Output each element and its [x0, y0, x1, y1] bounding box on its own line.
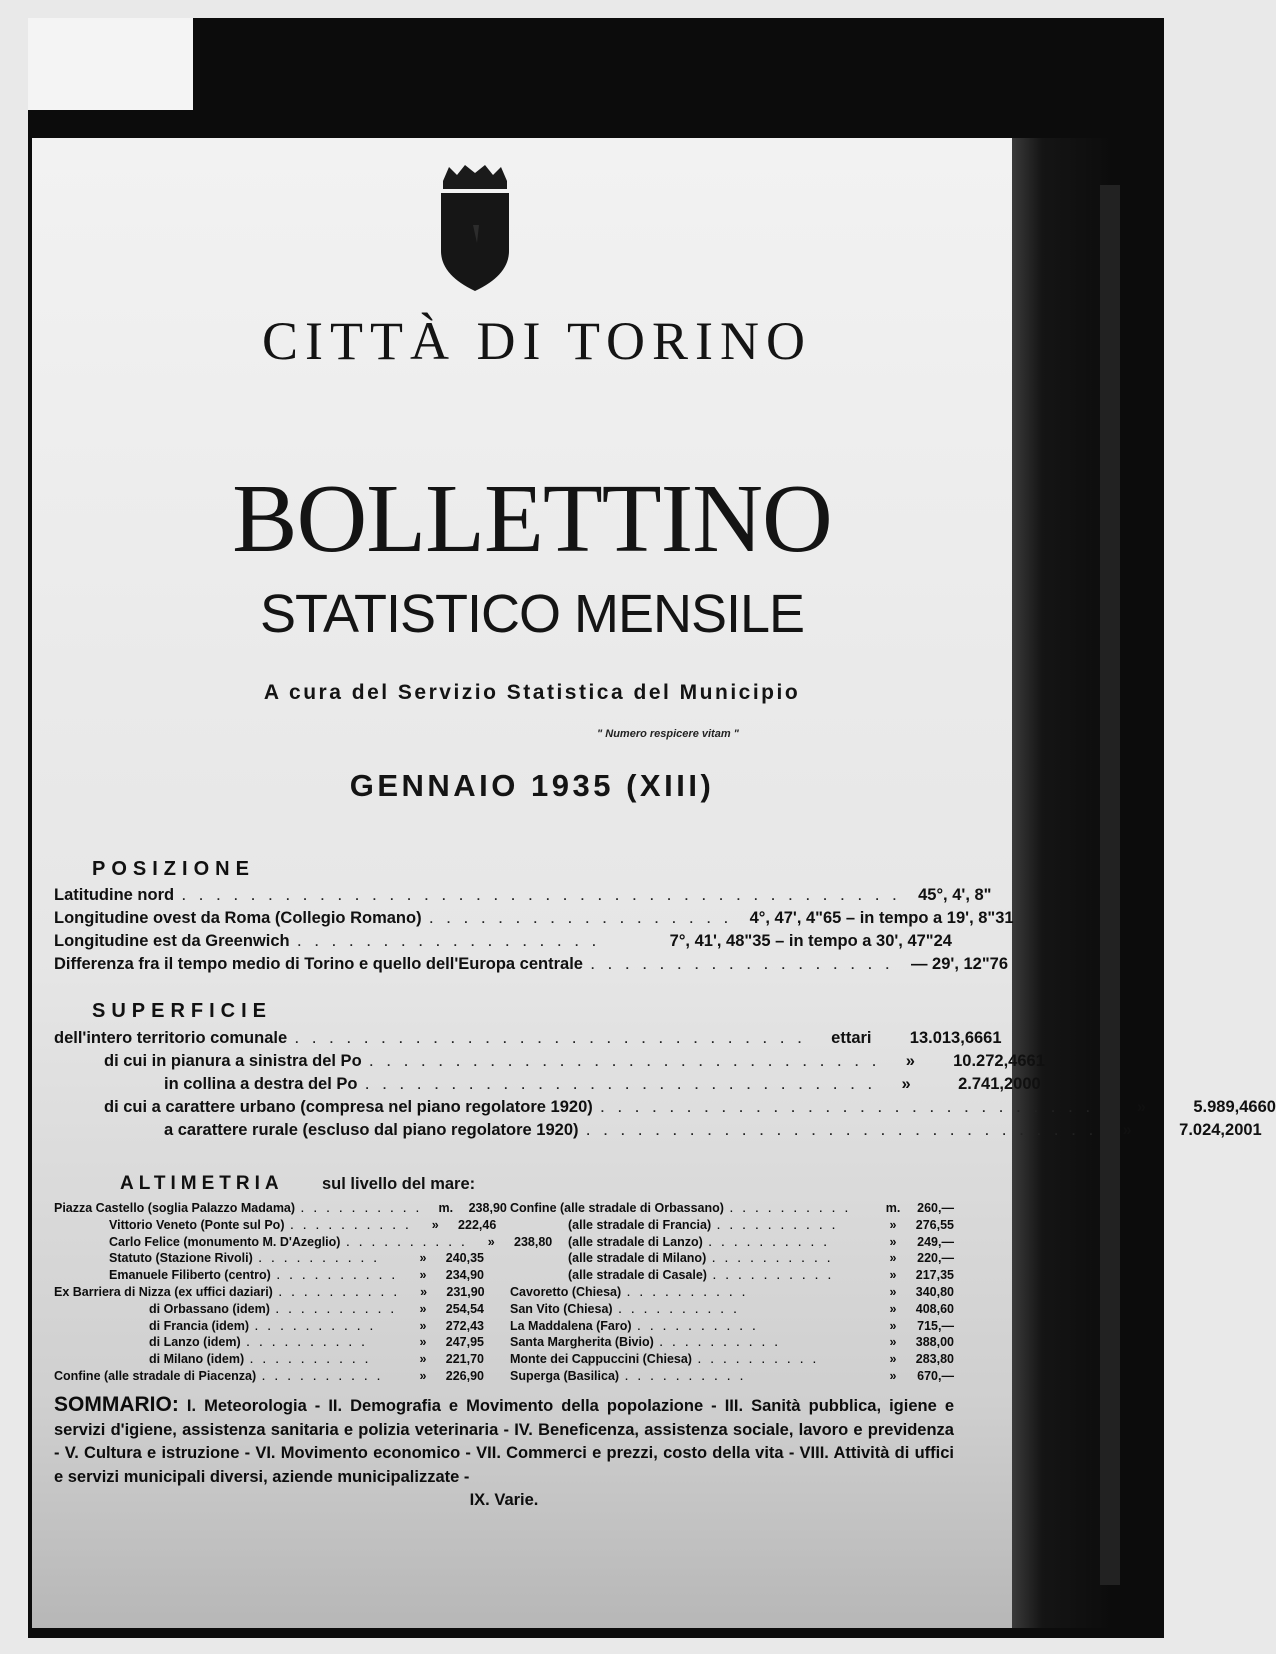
altimetria-label: di Lanzo (idem): [149, 1335, 241, 1350]
posizione-value: — 29', 12"76: [910, 955, 1009, 973]
issue-date: GENNAIO 1935 (XIII): [349, 768, 715, 803]
superficie-unit: »: [905, 1052, 915, 1070]
altimetria-label: Confine (alle stradale di Orbassano): [510, 1201, 724, 1215]
altimetria-value: 715,—: [917, 1318, 954, 1333]
superficie-value: 10.272,4661: [953, 1052, 1045, 1070]
altimetria-unit: »: [889, 1301, 897, 1316]
document-page: [32, 138, 1276, 1628]
altimetria-label: Vittorio Veneto (Ponte sul Po): [109, 1217, 285, 1232]
altimetria-unit: »: [889, 1234, 897, 1249]
altimetria-label: Confine (alle stradale di Piacenza): [54, 1368, 257, 1383]
superficie-label: in collina a destra del Po: [164, 1075, 358, 1093]
superficie-row: dell'intero territorio comunale .............................. ettari 13.013,6661: [54, 1029, 1002, 1047]
altimetria-value: 238,90: [468, 1201, 507, 1215]
altimetria-value: 272,43: [445, 1318, 484, 1333]
altimetria-label: Statuto (Stazione Rivoli): [109, 1251, 253, 1266]
superficie-label: dell'intero territorio comunale: [54, 1029, 288, 1047]
altimetria-unit: »: [889, 1217, 897, 1232]
altimetria-row: di Francia (idem) .......... » 272,43: [149, 1318, 484, 1333]
altimetria-unit: »: [419, 1352, 427, 1367]
altimetria-right-column: [510, 1201, 954, 1386]
superficie-heading: SUPERFICIE: [92, 1000, 273, 1022]
superficie-row: di cui a carattere urbano (compresa nel piano regolatore 1920) .............................. » 5.989,4660: [104, 1098, 1276, 1116]
superficie-value: 13.013,6661: [909, 1029, 1002, 1047]
altimetria-value: 388,00: [915, 1335, 954, 1350]
altimetria-value: 670,—: [917, 1368, 954, 1383]
scan-corner-patch: [28, 18, 193, 110]
posizione-row: Longitudine est da Greenwich .................. 7°, 41', 48"35 – in tempo a 30', 47"24: [54, 932, 952, 950]
superficie-row: a carattere rurale (escluso dal piano regolatore 1920) .............................. » 7.024,2001: [164, 1121, 1262, 1139]
altimetria-unit: »: [889, 1284, 897, 1299]
altimetria-label: Cavoretto (Chiesa): [510, 1284, 622, 1299]
posizione-heading: POSIZIONE: [92, 858, 255, 880]
sommario-block: [54, 1393, 954, 1513]
superficie-label: a carattere rurale (escluso dal piano regolatore 1920): [164, 1121, 579, 1139]
altimetria-value: 254,54: [445, 1301, 484, 1316]
altimetria-unit: »: [889, 1335, 897, 1350]
altimetria-row: di Milano (idem) .......... » 221,70: [149, 1352, 484, 1367]
altimetria-left-column: [54, 1201, 553, 1386]
altimetria-unit: »: [889, 1268, 897, 1283]
altimetria-value: 238,80: [514, 1234, 553, 1249]
altimetria-row: La Maddalena (Faro) .......... » 715,—: [510, 1318, 954, 1333]
altimetria-unit: »: [419, 1335, 427, 1350]
altimetria-value: 249,—: [917, 1234, 954, 1249]
altimetria-label: Monte dei Cappuccini (Chiesa): [510, 1352, 692, 1367]
superficie-value: 7.024,2001: [1179, 1121, 1262, 1139]
superficie-row: in collina a destra del Po .............................. » 2.741,2000: [164, 1075, 1041, 1093]
superficie-row: di cui in pianura a sinistra del Po .............................. » 10.272,4661: [104, 1052, 1045, 1070]
altimetria-unit: »: [420, 1284, 428, 1299]
superficie-unit: »: [901, 1075, 911, 1093]
altimetria-value: 222,46: [458, 1217, 497, 1232]
altimetria-row: Monte dei Cappuccini (Chiesa) .......... » 283,80: [510, 1352, 954, 1367]
altimetria-value: 234,90: [445, 1268, 484, 1283]
altimetria-label: (alle stradale di Francia): [568, 1217, 712, 1232]
bulletin-title: BOLLETTINO: [232, 465, 832, 573]
posizione-value: 7°, 41', 48"35 – in tempo a 30', 47"24: [669, 932, 952, 950]
altimetria-label: Emanuele Filiberto (centro): [109, 1268, 271, 1283]
altimetria-label: di Milano (idem): [149, 1352, 245, 1367]
altimetria-row: Statuto (Stazione Rivoli) .......... » 240,35: [109, 1251, 484, 1266]
altimetria-unit: m.: [885, 1201, 901, 1215]
altimetria-unit: »: [431, 1217, 439, 1232]
altimetria-row: Santa Margherita (Bivio) .......... » 388,00: [510, 1335, 954, 1350]
altimetria-unit: »: [419, 1268, 427, 1283]
sommario-lead: SOMMARIO:: [54, 1393, 179, 1416]
altimetria-unit: »: [889, 1352, 897, 1367]
altimetria-unit: m.: [438, 1201, 454, 1215]
posizione-label: Longitudine ovest da Roma (Collegio Romano): [54, 909, 422, 927]
sommario-body: I. Meteorologia - II. Demografia e Movimento della popolazione - III. Sanità pubblica, igiene e servizi d'igiene, assistenza sanitaria e polizia veterinaria - IV. Beneficenza, assistenza sociale, lavoro e previdenza - V. Cultura e istruzione - VI. Movimento economico - VII. Commerci e prezzi, costo della vita - VIII. Attività di uffici e servizi municipali diversi, aziende municipalizzate -: [54, 1397, 954, 1486]
posizione-label: Differenza fra il tempo medio di Torino e quello dell'Europa centrale: [54, 955, 583, 973]
altimetria-label: San Vito (Chiesa): [510, 1301, 613, 1316]
altimetria-unit: »: [487, 1234, 495, 1249]
altimetria-value: 260,—: [917, 1201, 954, 1215]
altimetria-label: (alle stradale di Casale): [568, 1268, 707, 1283]
superficie-value: 2.741,2000: [958, 1075, 1041, 1093]
posizione-row: Latitudine nord .......................................... 45°, 4', 8": [54, 886, 992, 904]
posizione-row: Longitudine ovest da Roma (Collegio Romano) .................. 4°, 47', 4"65 – in tempo a 19', 8"31: [54, 909, 1014, 927]
altimetria-row: Ex Barriera di Nizza (ex uffici daziari) .......... » 231,90: [54, 1284, 485, 1299]
superficie-unit: »: [1136, 1098, 1146, 1116]
altimetria-label: La Maddalena (Faro): [510, 1318, 632, 1333]
altimetria-row: Cavoretto (Chiesa) .......... » 340,80: [510, 1284, 954, 1299]
posizione-row: Differenza fra il tempo medio di Torino e quello dell'Europa centrale .................. — 29', 12"76: [54, 955, 1009, 973]
altimetria-row: (alle stradale di Casale) .......... » 217,35: [568, 1268, 954, 1283]
page-binding-shadow: [1012, 138, 1112, 1628]
altimetria-label: Piazza Castello (soglia Palazzo Madama): [54, 1201, 296, 1215]
altimetria-row: (alle stradale di Milano) .......... » 220,—: [568, 1251, 954, 1266]
altimetria-label: Carlo Felice (monumento M. D'Azeglio): [109, 1234, 341, 1249]
altimetria-unit: »: [419, 1318, 427, 1333]
altimetria-row: Confine (alle stradale di Orbassano) .......... m. 260,—: [510, 1201, 954, 1215]
altimetria-row: (alle stradale di Lanzo) .......... » 249,—: [568, 1234, 954, 1249]
altimetria-label: (alle stradale di Milano): [568, 1251, 707, 1266]
altimetria-row: Superga (Basilica) .......... » 670,—: [510, 1368, 954, 1383]
superficie-label: di cui in pianura a sinistra del Po: [104, 1052, 362, 1070]
altimetria-row: Carlo Felice (monumento M. D'Azeglio) .......... » 238,80: [109, 1234, 553, 1249]
altimetria-unit: »: [419, 1301, 427, 1316]
altimetria-row: Vittorio Veneto (Ponte sul Po) .......... » 222,46: [109, 1217, 497, 1232]
altimetria-row: di Lanzo (idem) .......... » 247,95: [149, 1335, 484, 1350]
altimetria-row: (alle stradale di Francia) .......... » 276,55: [568, 1217, 954, 1232]
altimetria-unit: »: [889, 1368, 897, 1383]
altimetria-label: Superga (Basilica): [510, 1368, 620, 1383]
altimetria-value: 221,70: [445, 1352, 484, 1367]
superficie-unit: »: [1122, 1121, 1132, 1139]
city-title: CITTÀ DI TORINO: [262, 311, 812, 371]
posizione-value: 45°, 4', 8": [918, 886, 992, 904]
altimetria-unit: »: [889, 1251, 897, 1266]
altimetria-subheading: sul livello del mare:: [322, 1175, 476, 1193]
superficie-label: di cui a carattere urbano (compresa nel piano regolatore 1920): [104, 1098, 593, 1116]
altimetria-value: 276,55: [915, 1217, 954, 1232]
motto: " Numero respicere vitam ": [597, 728, 739, 740]
altimetria-unit: »: [889, 1318, 897, 1333]
superficie-value: 5.989,4660: [1193, 1098, 1276, 1116]
altimetria-value: 408,60: [915, 1301, 954, 1316]
altimetria-unit: »: [419, 1368, 427, 1383]
bulletin-subtitle: STATISTICO MENSILE: [259, 584, 805, 644]
altimetria-value: 220,—: [917, 1251, 954, 1266]
altimetria-value: 247,95: [445, 1335, 484, 1350]
coat-of-arms-crest-icon: [437, 163, 513, 293]
altimetria-value: 217,35: [915, 1268, 954, 1283]
posizione-label: Longitudine est da Greenwich: [54, 932, 290, 950]
altimetria-heading: ALTIMETRIA: [120, 1173, 284, 1194]
altimetria-value: 226,90: [445, 1368, 484, 1383]
page-edge-strip: [1100, 185, 1120, 1585]
altimetria-row: Piazza Castello (soglia Palazzo Madama) .......... m. 238,90: [54, 1201, 507, 1215]
altimetria-value: 231,90: [446, 1284, 485, 1299]
altimetria-value: 340,80: [915, 1284, 954, 1299]
posizione-label: Latitudine nord: [54, 886, 175, 904]
altimetria-label: di Francia (idem): [149, 1318, 250, 1333]
curator-line: A cura del Servizio Statistica del Municipio: [263, 681, 801, 704]
posizione-value: 4°, 47', 4"65 – in tempo a 19', 8"31: [749, 909, 1014, 927]
altimetria-label: di Orbassano (idem): [149, 1301, 270, 1316]
sommario-last: IX. Varie.: [469, 1491, 539, 1509]
superficie-unit: ettari: [831, 1029, 872, 1047]
altimetria-row: San Vito (Chiesa) .......... » 408,60: [510, 1301, 954, 1316]
altimetria-value: 283,80: [915, 1352, 954, 1367]
altimetria-value: 240,35: [445, 1251, 484, 1266]
altimetria-unit: »: [419, 1251, 427, 1266]
altimetria-label: (alle stradale di Lanzo): [568, 1234, 703, 1249]
altimetria-row: Confine (alle stradale di Piacenza) .......... » 226,90: [54, 1368, 484, 1383]
altimetria-label: Santa Margherita (Bivio): [510, 1335, 654, 1350]
altimetria-row: di Orbassano (idem) .......... » 254,54: [149, 1301, 484, 1316]
altimetria-row: Emanuele Filiberto (centro) .......... » 234,90: [109, 1268, 484, 1283]
altimetria-label: Ex Barriera di Nizza (ex uffici daziari): [54, 1284, 273, 1299]
